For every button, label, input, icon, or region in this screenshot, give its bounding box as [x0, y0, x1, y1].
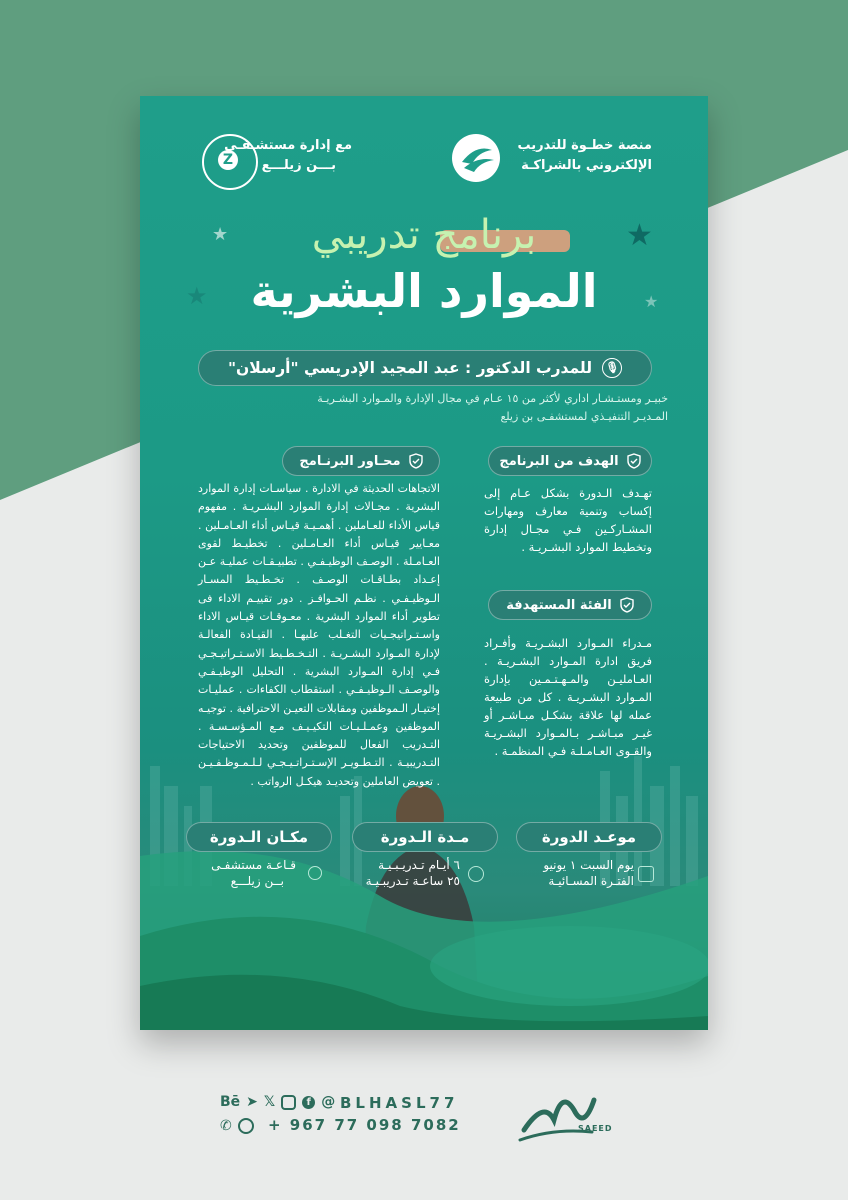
platform-logo [452, 134, 500, 182]
audience-heading: الفئة المستهدفة [506, 597, 612, 613]
duration-line2: ٢٥ ساعـة تـدريبـيـة [365, 874, 460, 888]
platform-name-line1: منصة خطـوة للتدريب [517, 138, 652, 153]
signature-logo [514, 1080, 604, 1146]
duration-line1: ٦ أيـام تـدريـبـيـة [378, 858, 460, 872]
duration-heading-pill [352, 822, 498, 852]
audience-heading-pill [488, 590, 652, 620]
title-line2: الموارد البشرية [250, 264, 598, 318]
topics-heading-pill [282, 446, 440, 476]
partner-line1: مع إدارة مستشـفـى [224, 138, 352, 153]
threads-icon: @ [321, 1094, 336, 1110]
poster [140, 96, 708, 1030]
phone-number: + 967 77 098 7082 [268, 1116, 461, 1134]
date-line2: الفتـرة المسـائيـة [548, 874, 634, 888]
shield-icon [409, 453, 423, 469]
date-heading: موعـد الدورة [541, 828, 637, 846]
clock-icon [468, 866, 484, 882]
topics-text: الاتجاهات الحديثة في الادارة . سياسـات إدارة الموارد البشرية . مجـالات إدارة الموارد البشـريـة . مفهوم قياس الأداء للعـاملين . أهمـيـة قيـاس أداء العـامـلين . معـايير قيـاس أداء العـامـلين . تخطيـط لقوى العـامـلة . الوصـف الوظيـفـي . تطبيـقـات عمليـة عـن إعـداد بطـاقـات الوصـف . تخـطـيط المسـار الـوظيـفـي . نظـم الحـوافـز . دور تقييـم الاداء فى تطوير أداء الموارد البشرية . معـوقـات قيـاس الاداء واسـتـراتيجـيات التغـلب عليهـا . القيـادة الفعالـة لإدارة المـوارد البشـريـة . التـخـطـيط الاسـتـراتيـجـي فـي إدارة المـوارد البشرية . التحليل الوظيـفـي والوصـف الـوظيـفـي . استقطاب الكفاءات . عمليـات إختيـار الـموظفين ومقابلات التعيـن الاحترافية . توجيـه الموظفين وعمـلـيـات التكيـيـف مـع المـؤسـسـة . التـدريب الفعال للموظفين وتحديد الاحتياجات التـدريبيـة . التـطـويـر الإسـتـراتـيـجـي لـلـمـوظـفـيـن . تعويض العاملين وتحديـد هيكـل الرواتب . [198, 482, 440, 788]
social-handle: BLHASL77 [340, 1094, 459, 1112]
shield-icon [620, 597, 634, 613]
goal-heading-pill [488, 446, 652, 476]
place-heading: مكـان الـدورة [209, 828, 309, 846]
duration-heading: مـدة الـدورة [380, 828, 470, 846]
trainer-bio-line1: خبيـر ومستـشـار اداري لأكثر من ١٥ عـام في مجال الإدارة والمـوارد البشـريـة [317, 392, 668, 405]
audience-text: مـدراء المـوارد البشـريـة وأفـراد فريق ادارة المـوارد البشـريـة . العـامليـن والمـهـتـمـين بإدارة المـوارد البشـريـة . كل من طبيعة عمله لها علاقة بشكـل مبـاشـر أو غيـر مبـاشـر بـالمـوارد البشـريـة والقـوى العـامـلـة فـي المنظمـة . [484, 636, 652, 758]
trainer-label: للمدرب الدكتور : عبد المجيد الإدريسي "أرسلان" [227, 359, 593, 377]
place-line2: بــن زيلـــع [230, 874, 284, 888]
partner-line2: بـــن زيلـــع [261, 158, 336, 173]
behance-icon: Bē [220, 1094, 241, 1110]
platform-name-line2: الإلكتروني بالشراكـة [521, 158, 652, 173]
shield-icon [627, 453, 641, 469]
trainer-pill [198, 350, 652, 386]
place-line1: قـاعـة مستشفـى [211, 858, 296, 872]
title-line1: برنامج تدريبي [311, 212, 537, 258]
social-icons-row [220, 1094, 335, 1110]
hospital-logo: Z [202, 134, 258, 190]
topics-heading: محـاور البرنـامج [299, 453, 401, 469]
date-heading-pill [516, 822, 662, 852]
place-heading-pill [186, 822, 332, 852]
contact-icons [220, 1118, 254, 1134]
instagram-icon [281, 1095, 296, 1110]
microphone-icon: 🎙 [602, 358, 622, 378]
calendar-icon [638, 866, 654, 882]
star-icon: ★ [186, 282, 208, 310]
facebook-icon: f [302, 1096, 315, 1109]
trainer-bio-line2: المـديـر التنفيـذي لمستشفـى بن زيلع [500, 410, 668, 423]
location-pin-icon [308, 866, 322, 880]
date-line1: يوم السبت ١ يونيو [543, 858, 634, 872]
whatsapp-icon [238, 1118, 254, 1134]
goal-heading: الهدف من البرنامج [499, 453, 619, 469]
telegram-icon: ➤ [246, 1094, 258, 1110]
x-icon: 𝕏 [263, 1094, 276, 1110]
star-icon: ★ [626, 218, 653, 253]
phone-icon: ✆ [220, 1118, 232, 1134]
star-icon: ★ [644, 292, 659, 311]
signature-brand: SAEED [578, 1124, 613, 1133]
goal-text: تهـدف الـدورة بشكل عـام إلى إكساب وتنمية معارف ومهارات المشـاركـين فـي مجـال إدارة وتخطيط الموارد البشـريـة . [484, 486, 652, 554]
star-icon: ★ [212, 224, 229, 245]
